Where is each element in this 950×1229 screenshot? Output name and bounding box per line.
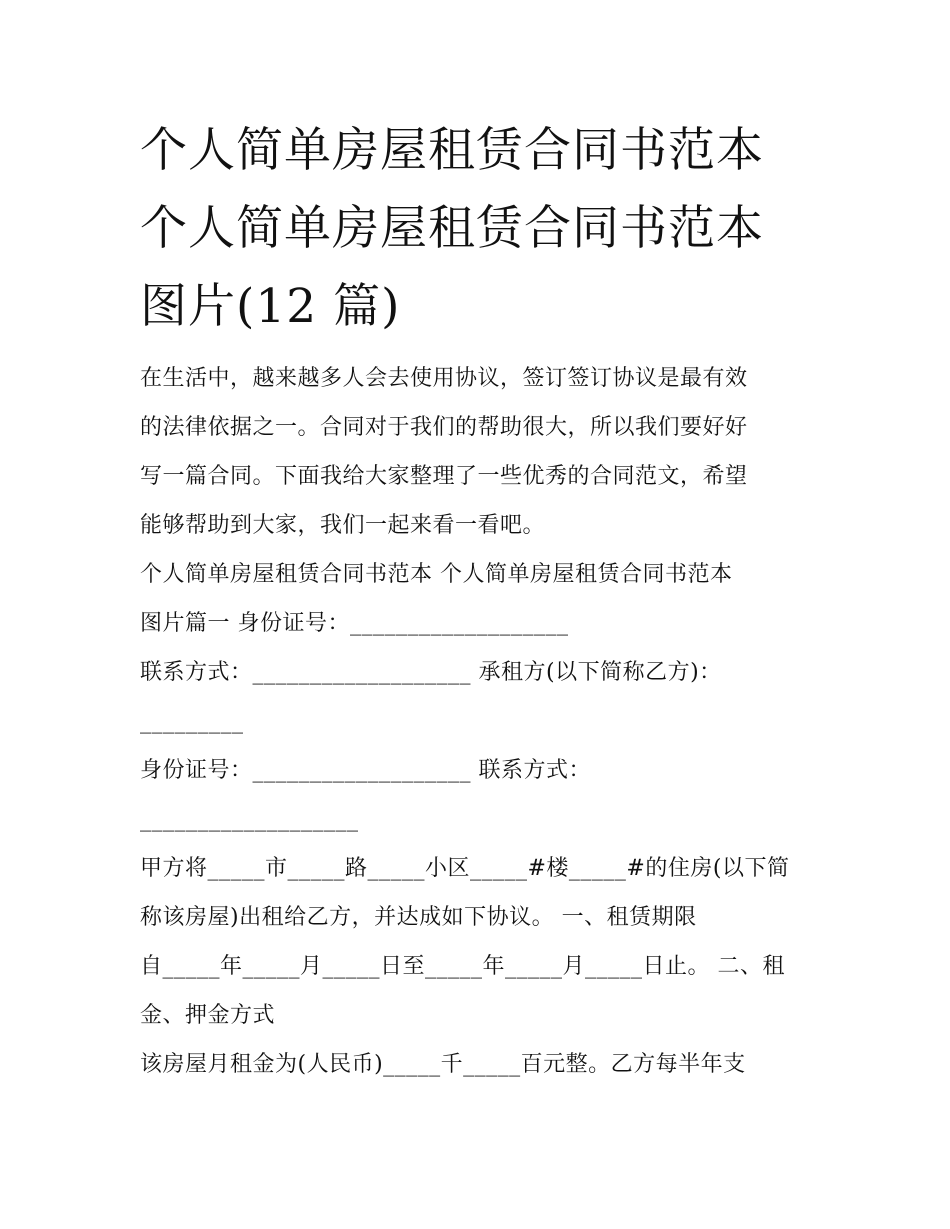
document-body xyxy=(140,354,820,1089)
text-line: 个人简单房屋租赁合同书范本 个人简单房屋租赁合同书范本 xyxy=(140,562,733,587)
text-line: 写一篇合同。下面我给大家整理了一些优秀的合同范文，希望 xyxy=(140,464,748,489)
document-title xyxy=(140,112,840,346)
text-line: 甲方将_____市_____路_____小区_____#楼_____#的住房(以下简 xyxy=(140,856,790,881)
text-line: 金、押金方式 xyxy=(140,1003,276,1028)
text-line: 联系方式：___________________ 承租方(以下简称乙方)： xyxy=(140,660,722,685)
text-line: 称该房屋)出租给乙方，并达成如下协议。 一、租赁期限 xyxy=(140,905,697,930)
text-line: _________ xyxy=(140,709,244,734)
title-line: 个人简单房屋租赁合同书范本 xyxy=(140,123,764,178)
text-line: 该房屋月租金为(人民币)_____千_____百元整。乙方每半年支 xyxy=(140,1052,746,1077)
intro-paragraph xyxy=(140,354,820,550)
text-line: 能够帮助到大家，我们一起来看一看吧。 xyxy=(140,513,546,538)
text-line: 图片篇一 身份证号：___________________ xyxy=(140,611,569,636)
text-line: ___________________ xyxy=(140,807,359,832)
text-line: 在生活中，越来越多人会去使用协议，签订签订协议是最有效 xyxy=(140,366,748,391)
contract-text xyxy=(140,550,820,1089)
text-line: 身份证号：___________________ 联系方式： xyxy=(140,758,591,783)
title-line: 个人简单房屋租赁合同书范本 xyxy=(140,201,764,256)
title-line: 图片(12 篇) xyxy=(140,279,401,334)
text-line: 的法律依据之一。合同对于我们的帮助很大，所以我们要好好 xyxy=(140,415,748,440)
text-line: 自_____年_____月_____日至_____年_____月_____日止。 二、租 xyxy=(140,954,785,979)
